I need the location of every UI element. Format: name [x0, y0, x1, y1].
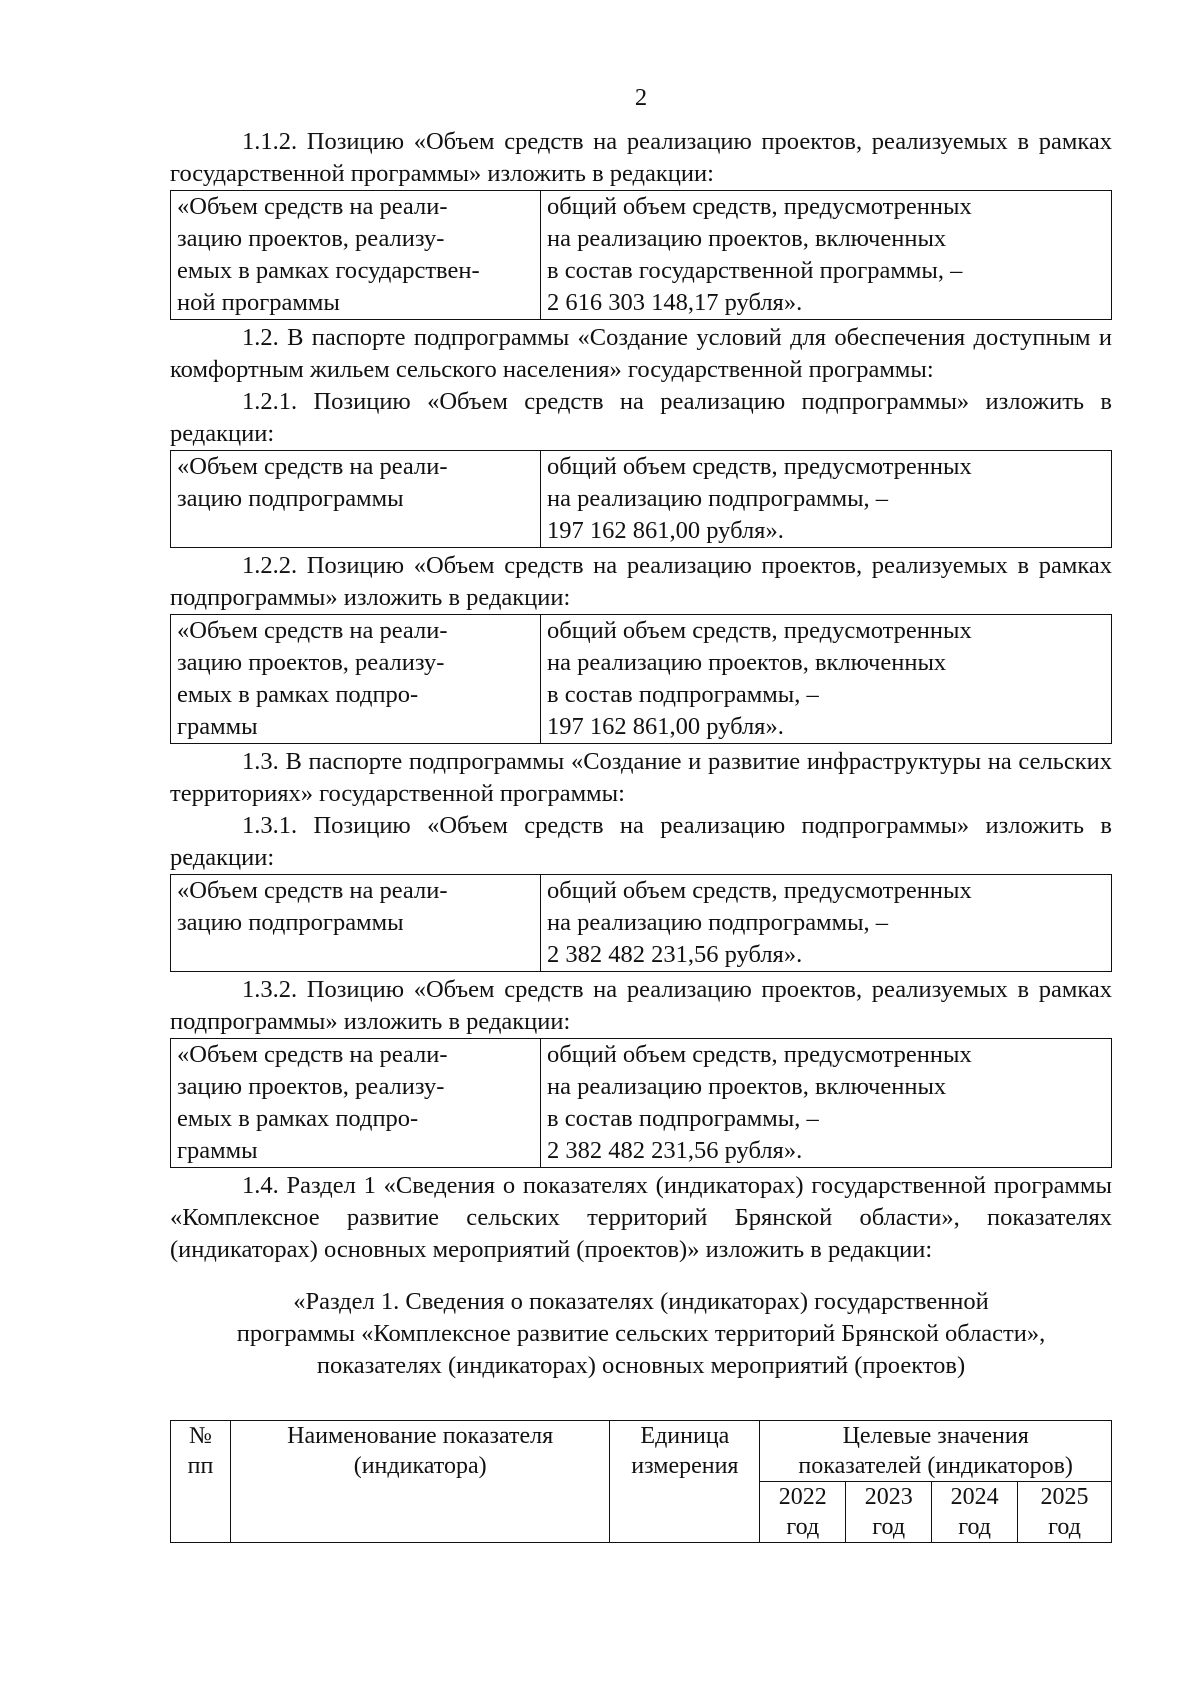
table-header-row: [171, 1421, 1112, 1482]
heading-line: программы «Комплексное развитие сельских территорий Брянской области»,: [236, 1320, 1046, 1347]
cell-line: общий объем средств, предусмотренных: [547, 877, 972, 904]
paragraph-1-3-1: 1.3.1. Позицию «Объем средств на реализацию подпрограммы» изложить в редакции:: [170, 812, 1112, 871]
header-unit: [610, 1421, 760, 1543]
cell-line: 197 162 861,00 рубля».: [547, 713, 784, 740]
heading-line: показателях (индикаторах) основных мероприятий (проектов): [316, 1352, 966, 1379]
header-text: (индикатора): [353, 1453, 487, 1479]
table-right-cell: [541, 615, 1111, 743]
cell-line: общий объем средств, предусмотренных: [547, 453, 972, 480]
year-unit: год: [1048, 1514, 1081, 1540]
table-right-cell: [541, 875, 1111, 971]
table-right-cell: [541, 191, 1111, 319]
paragraph-1-2-2: 1.2.2. Позицию «Объем средств на реализацию проектов, реализуемых в рамках подпрограммы» изложить в редакции:: [170, 552, 1112, 611]
cell-line: на реализацию проектов, включенных: [547, 1073, 947, 1100]
cell-line: в состав подпрограммы, –: [547, 681, 819, 708]
cell-line: «Объем средств на реали-: [177, 877, 448, 904]
year-unit: год: [958, 1514, 991, 1540]
cell-line: 2 616 303 148,17 рубля».: [547, 289, 803, 316]
table-right-cell: [541, 1039, 1111, 1167]
table-left-cell: [171, 451, 541, 547]
paragraph-1-2-1: 1.2.1. Позицию «Объем средств на реализацию подпрограммы» изложить в редакции:: [170, 388, 1112, 447]
cell-line: «Объем средств на реали-: [177, 617, 448, 644]
cell-line: на реализацию проектов, включенных: [547, 225, 947, 252]
header-text: Наименование показателя: [287, 1423, 554, 1449]
paragraph-1-3-2: 1.3.2. Позицию «Объем средств на реализацию проектов, реализуемых в рамках подпрограммы» изложить в редакции:: [170, 976, 1112, 1035]
cell-line: зацию проектов, реализу-: [177, 649, 445, 676]
header-indicator-name: [230, 1421, 610, 1543]
cell-line: зацию подпрограммы: [177, 485, 404, 512]
paragraph-1-3: 1.3. В паспорте подпрограммы «Создание и развитие инфраструктуры на сельских территориях» государственной программы:: [170, 748, 1112, 807]
cell-line: в состав государственной программы, –: [547, 257, 963, 284]
table-project-funds-housing: [170, 614, 1112, 744]
cell-line: 2 382 482 231,56 рубля».: [547, 1137, 803, 1164]
cell-line: зацию подпрограммы: [177, 909, 404, 936]
cell-line: емых в рамках подпро-: [177, 681, 419, 708]
cell-line: зацию проектов, реализу-: [177, 225, 445, 252]
table-subprogram-funds-housing: [170, 450, 1112, 548]
year-unit: год: [872, 1514, 906, 1540]
year-unit: год: [786, 1514, 820, 1540]
cell-line: на реализацию проектов, включенных: [547, 649, 947, 676]
cell-line: 197 162 861,00 рубля».: [547, 517, 784, 544]
header-year-2024: [932, 1482, 1018, 1543]
cell-line: емых в рамках государствен-: [177, 257, 480, 284]
cell-line: граммы: [177, 713, 258, 740]
cell-line: емых в рамках подпро-: [177, 1105, 419, 1132]
header-text: показателей (индикаторов): [798, 1453, 1073, 1479]
page-number: 2: [634, 84, 648, 111]
header-text: пп: [187, 1453, 214, 1479]
header-text: измерения: [631, 1453, 739, 1479]
header-year-2025: [1018, 1482, 1112, 1543]
heading-line: «Раздел 1. Сведения о показателях (индикаторах) государственной: [293, 1288, 989, 1315]
header-year-2022: [760, 1482, 846, 1543]
cell-line: общий объем средств, предусмотренных: [547, 1041, 972, 1068]
year-text: 2024: [950, 1484, 999, 1510]
year-text: 2022: [778, 1484, 827, 1510]
paragraph-1-4: 1.4. Раздел 1 «Сведения о показателях (индикаторах) государственной программы «Комплексное развитие сельских территорий Брянской области», показателях (индикаторах) основных мероприятий (проектов)» изложить в редакции:: [170, 1172, 1112, 1263]
header-text: Единица: [640, 1423, 730, 1449]
cell-line: граммы: [177, 1137, 258, 1164]
cell-line: 2 382 482 231,56 рубля».: [547, 941, 803, 968]
section-heading: [170, 1286, 1112, 1382]
table-left-cell: [171, 1039, 541, 1167]
paragraph-1-2: 1.2. В паспорте подпрограммы «Создание условий для обеспечения доступным и комфортным жильем сельского населения» государственной программы:: [170, 324, 1112, 383]
table-left-cell: [171, 875, 541, 971]
header-text: №: [189, 1423, 212, 1449]
paragraph-1-1-2: 1.1.2. Позицию «Объем средств на реализацию проектов, реализуемых в рамках государственной программы» изложить в редакции:: [170, 128, 1112, 187]
header-text: Целевые значения: [842, 1423, 1029, 1449]
table-left-cell: [171, 191, 541, 319]
header-target-values: [760, 1421, 1112, 1482]
header-year-2023: [846, 1482, 932, 1543]
table-right-cell: [541, 451, 1111, 547]
cell-line: «Объем средств на реали-: [177, 453, 448, 480]
cell-line: «Объем средств на реали-: [177, 1041, 448, 1068]
document-body: [170, 82, 1112, 1543]
year-text: 2025: [1040, 1484, 1089, 1510]
cell-line: общий объем средств, предусмотренных: [547, 193, 972, 220]
cell-line: общий объем средств, предусмотренных: [547, 617, 972, 644]
table-project-funds-state-program: [170, 190, 1112, 320]
table-left-cell: [171, 615, 541, 743]
header-number: [171, 1421, 231, 1543]
cell-line: ной программы: [177, 289, 340, 316]
cell-line: в состав подпрограммы, –: [547, 1105, 819, 1132]
cell-line: на реализацию подпрограммы, –: [547, 909, 889, 936]
indicator-table: [170, 1420, 1112, 1543]
table-subprogram-funds-infrastructure: [170, 874, 1112, 972]
cell-line: зацию проектов, реализу-: [177, 1073, 445, 1100]
cell-line: на реализацию подпрограммы, –: [547, 485, 889, 512]
cell-line: «Объем средств на реали-: [177, 193, 448, 220]
table-project-funds-infrastructure: [170, 1038, 1112, 1168]
year-text: 2023: [864, 1484, 913, 1510]
